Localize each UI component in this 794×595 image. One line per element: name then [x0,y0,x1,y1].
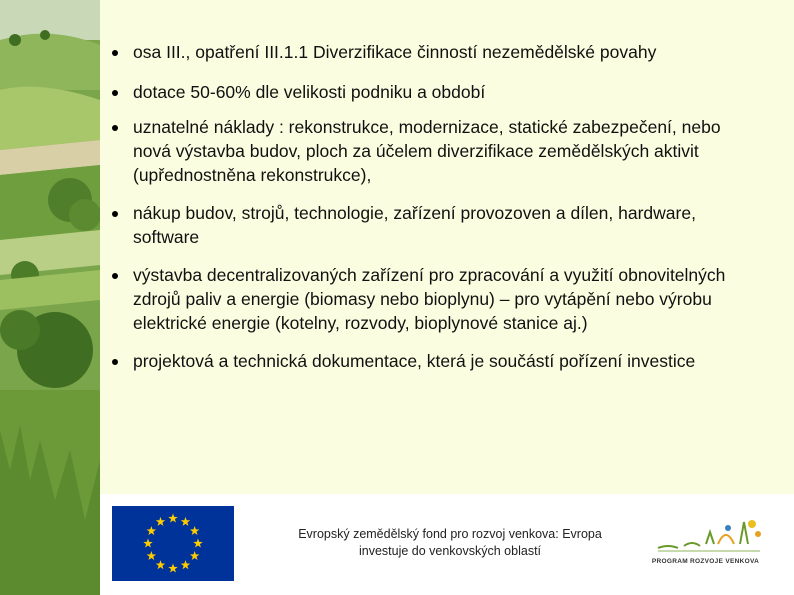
landscape-photo [0,0,100,595]
bullet-text: dotace 50-60% dle velikosti podniku a období [133,82,486,102]
bullet-item [112,201,752,249]
footer-band [100,494,794,595]
eu-stars-icon [112,506,234,581]
bullet-text: projektová a technická dokumentace, která je součástí pořízení investice [133,351,696,371]
bullet-item [112,80,752,104]
footer-caption-line2: investuje do venkovských oblastí [358,544,542,558]
bullet-dot-icon [112,273,118,279]
bullet-dot-icon [112,50,118,56]
landscape-photo-image [0,0,100,595]
bullet-item [112,115,752,187]
prv-logo-graphic [648,514,763,558]
prv-logo-label: PROGRAM ROZVOJE VENKOVA [651,558,760,565]
eu-flag-icon [112,506,234,581]
bullet-text: uznatelné náklady : rekonstrukce, modernizace, statické zabezpečení, nebo nová výstavba budov, ploch za účelem diverzifikace zemědělských aktivit (upřednostněna rekonstrukce), [133,117,721,185]
bullet-text: nákup budov, strojů, technologie, zařízení provozoven a dílen, hardware, software [133,203,696,247]
bullet-emphasis: Diverzifikace činností nezemědělské povahy [312,42,657,62]
footer-caption-line1: Evropský zemědělský fond pro rozvoj venkova: Evropa [298,527,602,541]
bullet-dot-icon [112,359,118,365]
bullet-item [112,40,752,64]
footer-caption [250,526,650,560]
bullet-dot-icon [112,125,118,131]
program-rozvoje-venkova-logo [648,514,763,574]
bullet-item [112,349,752,373]
bullet-dot-icon [112,211,118,217]
bullet-list [112,40,752,373]
bullet-dot-icon [112,90,118,96]
bullet-text: výstavba decentralizovaných zařízení pro zpracování a využití obnovitelných zdrojů paliv a energie (biomasy nebo bioplynu) – pro vytápění nebo výrobu elektrické energie (kotelny, rozvody, bioplynové stanice aj.) [133,265,726,333]
slide-content [100,0,794,595]
bullet-item [112,263,752,335]
bullet-text: osa III., opatření III.1.1 [133,42,313,62]
